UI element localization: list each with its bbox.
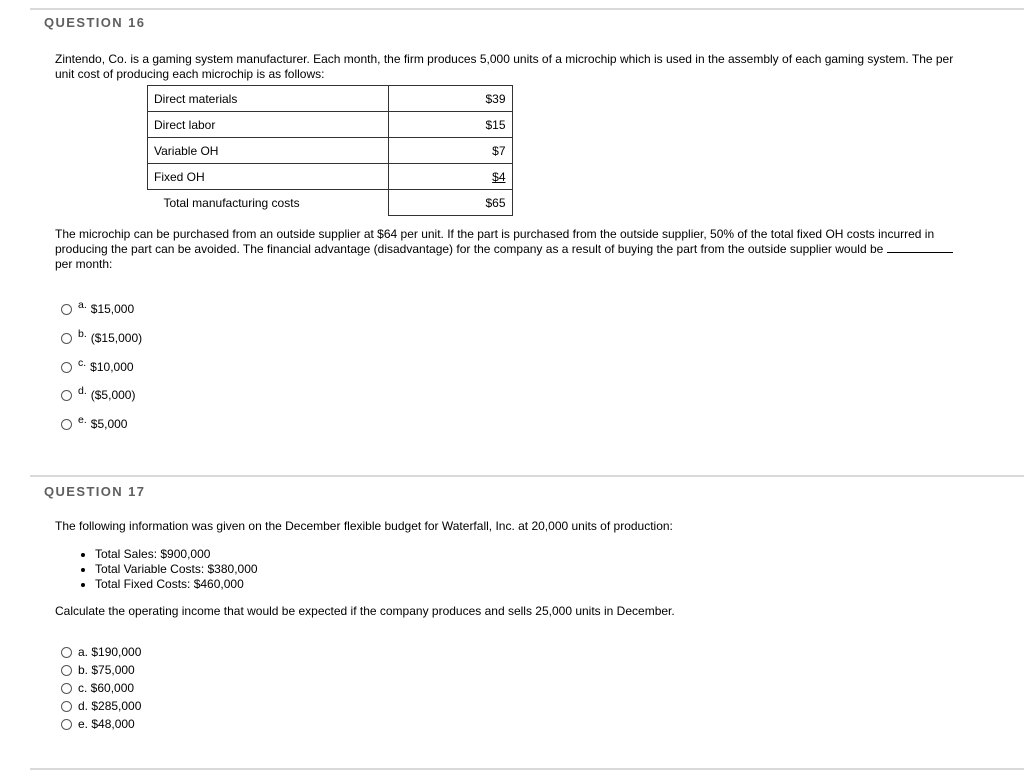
budget-list: [58, 547, 258, 592]
radio-button[interactable]: [61, 362, 72, 373]
list-item: • Total Fixed Costs: $460,000: [95, 577, 258, 592]
question-16-intro: Zintendo, Co. is a gaming system manufacturer. Each month, the firm produces 5,000 units of a microchip which is used in the assembly of each gaming system. The per unit cost of producing each microchip is as follows:: [55, 52, 954, 81]
q17-option-a[interactable]: a. $190,000: [61, 645, 141, 659]
table-row: Direct materials $39: [148, 86, 513, 112]
q17-option-e[interactable]: e. $48,000: [61, 717, 135, 731]
list-item: • Total Sales: $900,000: [95, 547, 258, 562]
question-17-title: QUESTION 17: [44, 484, 146, 499]
table-row: Direct labor $15: [148, 112, 513, 138]
question-17-intro: The following information was given on the December flexible budget for Waterfall, Inc. at 20,000 units of production:: [55, 519, 673, 533]
question-16-title: QUESTION 16: [44, 15, 146, 30]
radio-button[interactable]: [61, 665, 72, 676]
q17-option-b[interactable]: b. $75,000: [61, 663, 135, 677]
radio-button[interactable]: [61, 701, 72, 712]
table-row: Variable OH $7: [148, 138, 513, 164]
q16-option-e[interactable]: e. $5,000: [61, 417, 127, 431]
q16-option-d[interactable]: d. ($5,000): [61, 388, 135, 402]
list-item: • Total Variable Costs: $380,000: [95, 562, 258, 577]
q17-option-d[interactable]: d. $285,000: [61, 699, 141, 713]
q16-option-b[interactable]: b. ($15,000): [61, 331, 142, 345]
question-divider: [30, 475, 1024, 477]
cost-table: [147, 85, 513, 216]
radio-button[interactable]: [61, 304, 72, 315]
total-row: Total manufacturing costs $65: [148, 190, 513, 216]
radio-button[interactable]: [61, 683, 72, 694]
answer-blank: [887, 242, 953, 253]
radio-button[interactable]: [61, 390, 72, 401]
radio-button[interactable]: [61, 647, 72, 658]
table-row: Fixed OH $4: [148, 164, 513, 190]
bottom-divider: [30, 768, 1024, 770]
top-divider: [30, 8, 1024, 10]
question-16-body: The microchip can be purchased from an outside supplier at $64 per unit. If the part is purchased from the outside supplier, 50% of the total fixed OH costs incurred in producing the part can be avoided. The financial advantage (disadvantage) for the company as a result of buying the part from the outside supplier would be per month:: [55, 227, 975, 272]
radio-button[interactable]: [61, 719, 72, 730]
q16-option-a[interactable]: a. $15,000: [61, 302, 134, 316]
radio-button[interactable]: [61, 419, 72, 430]
q16-option-c[interactable]: c. $10,000: [61, 360, 134, 374]
q17-option-c[interactable]: c. $60,000: [61, 681, 134, 695]
radio-button[interactable]: [61, 333, 72, 344]
question-17-prompt: Calculate the operating income that would be expected if the company produces and sells 25,000 units in December.: [55, 604, 675, 618]
